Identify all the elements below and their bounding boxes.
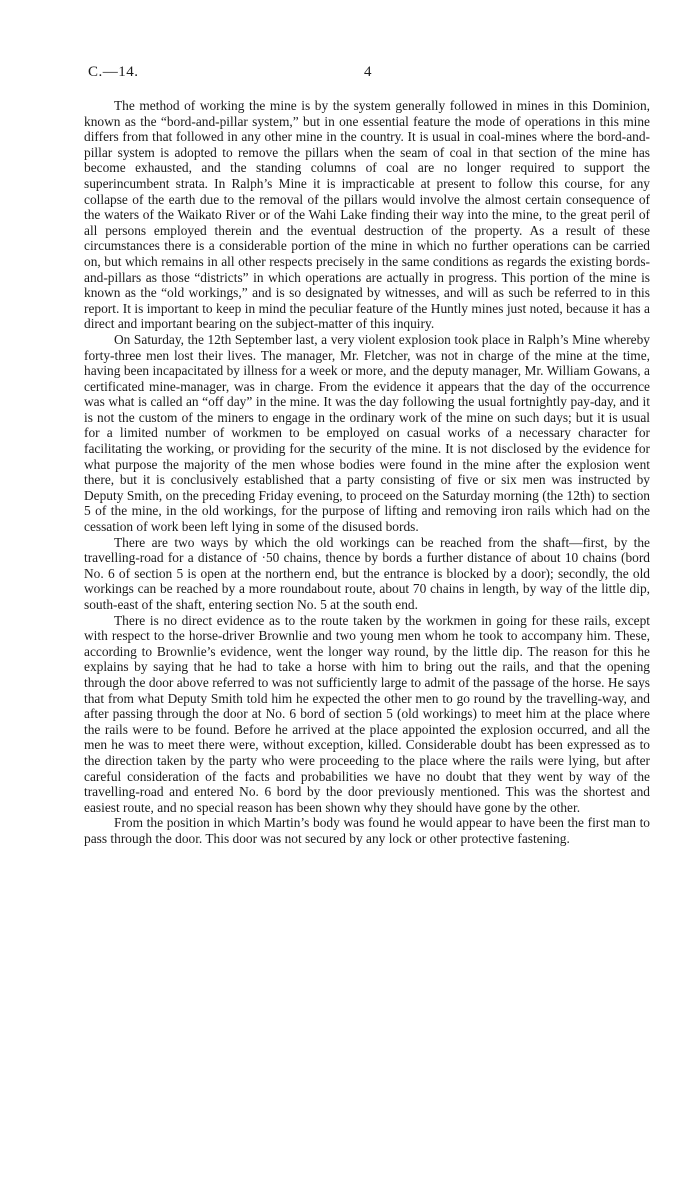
paragraph-evidence: There is no direct evidence as to the route taken by the workmen in going for these rails, except with respect to the horse-driver Brownlie and two young men whom he took to accompany him. These, according to Brownlie’s evidence, went the longer way round, by the little dip. The reason for this he explains by saying that he had to take a horse with him to bring out the rails, and that the opening through the door above referred to was not sufficiently large to admit of the passage of the horse. He says that from what Deputy Smith told him he expected the other men to go round by the travelling-way, and after passing through the door at No. 6 bord of section 5 (old workings) to meet him at the place where the rails were to be found. Before he arrived at the place appointed the explosion occurred, and all the men he was to meet there were, without exception, killed. Considerable doubt has been expressed as to the direction taken by the party who were proceeding to the place where the rails were lying, but after careful consideration of the facts and probabilities we have no doubt that they went by way of the travelling-road and entered No. 6 bord by the door previously mentioned. This was the shortest and easiest route, and no special reason has been shown why they should have gone by the other. <box>84 612 650 815</box>
paragraph-explosion: On Saturday, the 12th September last, a very violent explosion took place in Ralph’s Mine whereby forty-three men lost their lives. The manager, Mr. Fletcher, was not in charge of the mine at the time, having been incapacitated by illness for a week or more, and the deputy manager, Mr. William Gowans, a certificated mine-manager, was in charge. From the evidence it appears that the day of the occurrence was what is called an “off day” in the mine. It was the day following the usual fortnightly pay-day, and it is not the custom of the miners to engage in the ordinary work of the mine on such days; but it is usual for a limited number of workmen to be employed on casual works of a necessary character for facilitating the working, or providing for the security of the mine. It is not disclosed by the evidence for what purpose the majority of the men whose bodies were found in the mine after the explosion went there, but it is conclusively established that a party consisting of five or six men was instructed by Deputy Smith, on the preceding Friday evening, to proceed on the Saturday morning (the 12th) to section 5 of the mine, in the old workings, for the purpose of lifting and removing iron rails which had on the cessation of work been left lying in some of the disused bords. <box>84 331 650 535</box>
document-page <box>84 64 650 847</box>
paragraph-routes: There are two ways by which the old workings can be reached from the shaft—first, by the travelling-road for a distance of ·50 chains, thence by bords a further distance of about 10 chains (bord No. 6 of section 5 is open at the northern end, but the entrance is blocked by a door); secondly, the old workings can be reached by a more roundabout route, about 70 chains in length, by way of the little dip, south-east of the shaft, entering section No. 5 at the south end. <box>84 534 650 612</box>
document-reference: C.—14. <box>88 64 139 80</box>
paragraph-working-method: The method of working the mine is by the system generally followed in mines in this Dominion, known as the “bord-and-pillar system,” but in one essential feature the mode of operations in this mine differs from that followed in any other mine in the country. It is usual in coal-mines where the bord-and-pillar system is adopted to remove the pillars when the seam of coal in that section of the mine has become exhausted, and the standing columns of coal are no longer required to support the superincumbent strata. In Ralph’s Mine it is impracticable at present to follow this course, for any collapse of the earth due to the removal of the pillars would involve the almost certain consequence of the waters of the Waikato River or of the Wahi Lake finding their way into the mine, to the great peril of all persons employed therein and the eventual destruction of the property. As a result of these circumstances there is a considerable portion of the mine in which no further operations can be carried on, but which remains in all other respects precisely in the same conditions as regards the existing bords-and-pillars as those “districts” in which operations are actually in progress. This portion of the mine is known as the “old workings,” and is so designated by witnesses, and will as such be referred to in this report. It is important to keep in mind the peculiar feature of the Huntly mines just noted, because it has a direct and important bearing on the subject-matter of this inquiry. <box>84 98 650 332</box>
report-body <box>84 98 650 847</box>
page-number: 4 <box>364 64 372 80</box>
running-header <box>84 64 650 86</box>
paragraph-martin: From the position in which Martin’s body was found he would appear to have been the first man to pass through the door. This door was not secured by any lock or other protective fastening. <box>84 815 650 846</box>
